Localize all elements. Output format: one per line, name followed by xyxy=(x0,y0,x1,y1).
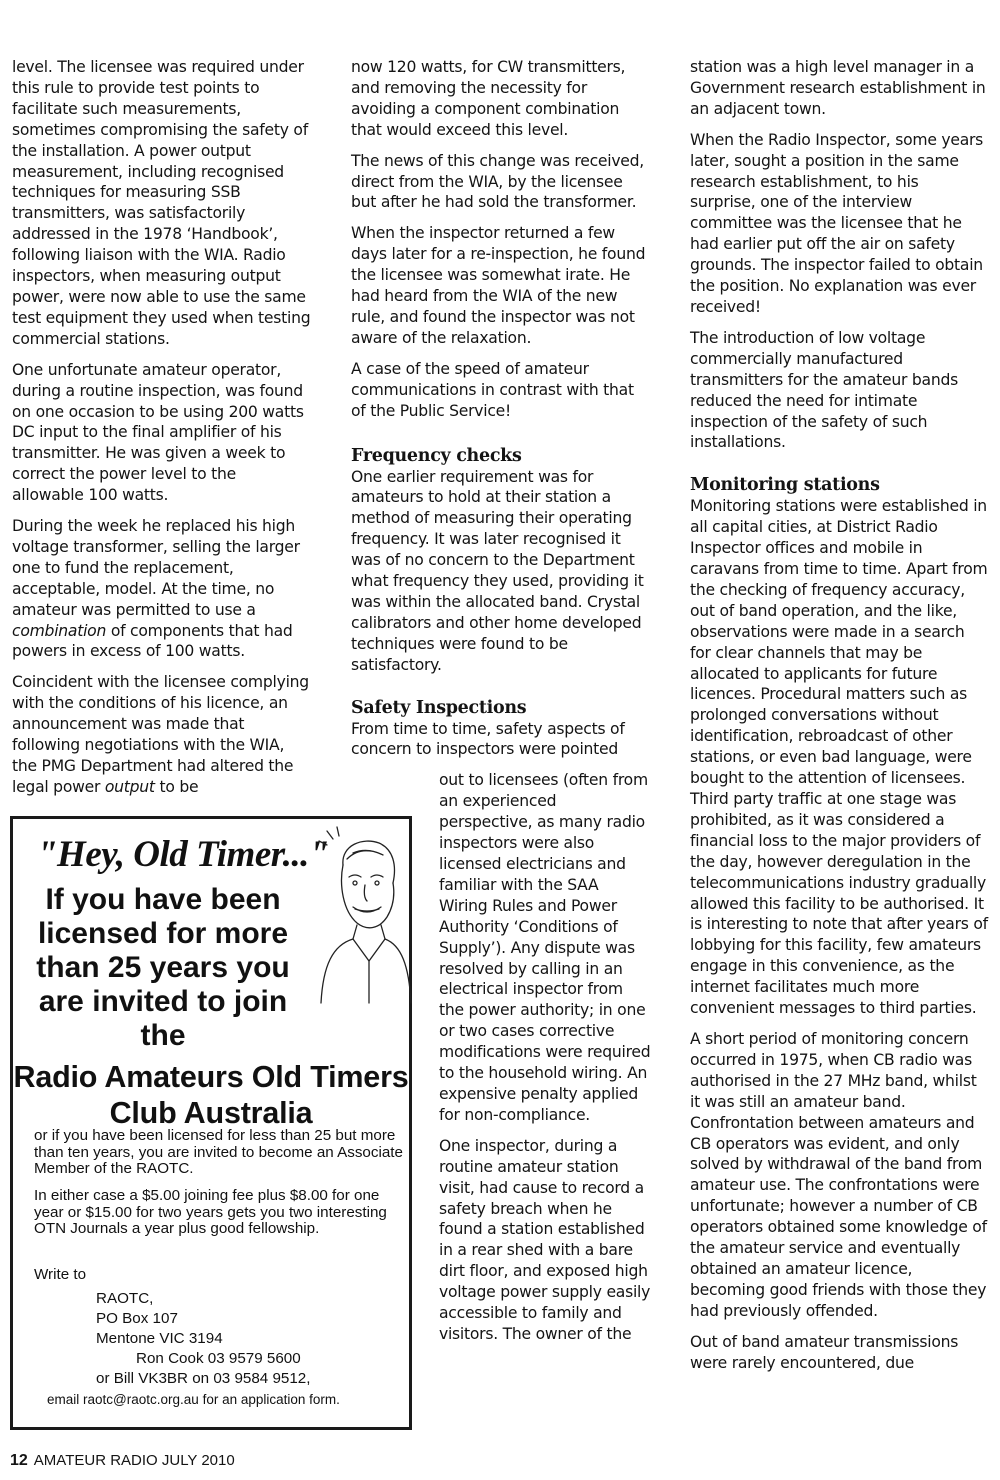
section-heading-frequency-checks: Frequency checks xyxy=(351,445,522,466)
paragraph-wrapped: out to licensees (often from an experienced perspective, as many radio inspectors were also licensed electricians and familiar with the SAA Wiring Rules and Power Authority ‘Conditions of Supply’). Any dispute was resolved by calling in an electrical inspector from the power authority; in one or two cases corrective modifications were required to the household wiring. An expensive penalty applied for non-compliance. xyxy=(439,771,651,1124)
paragraph: From time to time, safety aspects of concern to inspectors were pointed xyxy=(351,719,625,759)
page-number: 12 xyxy=(10,1452,28,1469)
ad-email-line xyxy=(47,1392,340,1407)
paragraph: Out of band amateur transmissions were rarely encountered, due xyxy=(690,1332,959,1372)
ad-email-suffix: for an application form. xyxy=(202,1392,340,1407)
page-footer xyxy=(10,1452,235,1470)
paragraph: One earlier requirement was for amateurs to hold at their station a method of measuring their operating frequency. It was later recognised it was of no concern to the Department what frequency they used, providing it was within the allocated band. Crystal calibrators and other home developed techniques were found to be satisfactory. xyxy=(351,467,644,674)
text-run: of components that had powers in excess of 100 watts. xyxy=(12,621,293,661)
raotc-advertisement xyxy=(10,816,412,1430)
paragraph: When the inspector returned a few days later for a re-inspection, he found the licensee was somewhat irate. He had heard from the WIA of the new rule, and found the inspector was not aware of the relaxation. xyxy=(351,224,646,347)
ad-address-line: Mentone VIC 3194 xyxy=(96,1330,223,1347)
ad-greeting: "Hey, Old Timer..." xyxy=(37,834,329,875)
text-run: During the week he replaced his high voltage transformer, selling the larger one to fund the replacement, acceptable, model. At the time, no amateur was permitted to use a xyxy=(12,517,300,619)
text-run: Coincident with the licensee complying with the conditions of his licence, an announcement was made that following negotiations with the WIA, the PMG Department had altered the legal power xyxy=(12,673,309,796)
paragraph: A case of the speed of amateur communications in contrast with that of the Public Service! xyxy=(351,359,634,420)
emphasis: combination xyxy=(12,621,107,640)
ad-email-label: email xyxy=(47,1392,80,1407)
ad-address-line: PO Box 107 xyxy=(96,1310,178,1327)
publication-name: AMATEUR RADIO JULY 2010 xyxy=(33,1452,235,1469)
paragraph: A short period of monitoring concern occurred in 1975, when CB radio was authorised in the 27 MHz band, whilst it was still an amateur band. Confrontation between amateurs and CB operators was evident, and only solved by withdrawal of the band from amateur use. The confrontations were unfortunate; however a number of CB operators obtained some knowledge of the amateur service and eventually obtained an amateur licence, becoming good friends with those they had previously offended. xyxy=(690,1029,987,1320)
ad-headline: If you have been licensed for more than 25 years you are invited to join the xyxy=(36,883,290,1052)
paragraph: Monitoring stations were established in all capital cities, at District Radio Inspector offices and mobile in caravans from time to time. Apart from the checking of frequency accuracy, out of band operation, and the like, observations were made in a search for clear channels that may be allocated to applicants for future licences. Procedural matters such as prolonged conversations without identification, rebroadcast of other stations, or even bad language, were bought to the attention of licensees. Third party traffic at one stage was prohibited, as it was considered a financial loss to the major providers of the day, however deregulation in the telecommunications industry gradually allowed this facility to be authorised. It is interesting to note that after years of lobbying for this facility, few amateurs engage in this convenience, as the internet facilitates much more convenient messages to third parties. xyxy=(690,497,988,1018)
paragraph: now 120 watts, for CW transmitters, and removing the necessity for avoiding a component combination that would exceed this level. xyxy=(351,58,626,139)
paragraph xyxy=(12,516,312,662)
section-heading-safety-inspections: Safety Inspections xyxy=(351,697,527,718)
ad-associate-text: or if you have been licensed for less than 25 but more than ten years, you are invited to become an Associate Member of the RAOTC. xyxy=(34,1127,403,1177)
paragraph: The news of this change was received, direct from the WIA, by the licensee but after he had sold the transformer. xyxy=(351,151,644,212)
paragraph xyxy=(12,672,312,797)
ad-contact-phone: Ron Cook 03 9579 5600 xyxy=(136,1350,301,1367)
ad-contact-phone: or Bill VK3BR on 03 9584 9512, xyxy=(96,1370,311,1387)
ad-email-address[interactable]: raotc@raotc.org.au xyxy=(83,1392,199,1407)
ad-fees-text: In either case a $5.00 joining fee plus $8.00 for one year or $15.00 for two years gets you two interesting OTN Journals a year plus good fellowship. xyxy=(34,1187,387,1237)
paragraph: station was a high level manager in a Government research establishment in an adjacent town. xyxy=(690,58,986,118)
paragraph: level. The licensee was required under this rule to provide test points to facilitate such measurements, sometimes compromising the safety of the installation. A power output measurement, including recognised techniques for measuring SSB transmitters, was satisfactorily addressed in the 1978 ‘Handbook’, following liaison with the WIA. Radio inspectors, when measuring output power, were now able to use the same test equipment they used when testing commercial stations. xyxy=(12,58,311,348)
section-heading-monitoring-stations: Monitoring stations xyxy=(690,475,880,496)
old-timer-portrait-icon xyxy=(313,825,413,1005)
paragraph: One unfortunate amateur operator, during a routine inspection, was found on one occasion to be using 200 watts DC input to the final amplifier of his transmitter. He was given a week to correct the power level to the allowable 100 watts. xyxy=(12,360,304,505)
article-column-3 xyxy=(690,57,988,1383)
emphasis: output xyxy=(104,777,155,796)
paragraph-wrapped: One inspector, during a routine amateur station visit, had cause to record a safety breach when he found a station established in a rear shed with a bare dirt floor, and exposed high voltage power supply easily accessible to family and visitors. The owner of the xyxy=(439,1136,651,1343)
ad-write-to: Write to xyxy=(34,1266,87,1283)
paragraph: The introduction of low voltage commercially manufactured transmitters for the amateur bands reduced the need for intimate inspection of the safety of such installations. xyxy=(690,328,958,452)
article-column-1 xyxy=(12,57,312,808)
ad-address-line: RAOTC, xyxy=(96,1290,154,1307)
text-run: to be xyxy=(154,777,199,796)
ad-club-name: Radio Amateurs Old Timers Club Australia xyxy=(13,1060,409,1130)
paragraph: When the Radio Inspector, some years later, sought a position in the same research establishment, to his surprise, one of the interview committee was the licensee that he had earlier put off the air on safety grounds. The inspector failed to obtain the position. No explanation was ever received! xyxy=(690,130,984,316)
